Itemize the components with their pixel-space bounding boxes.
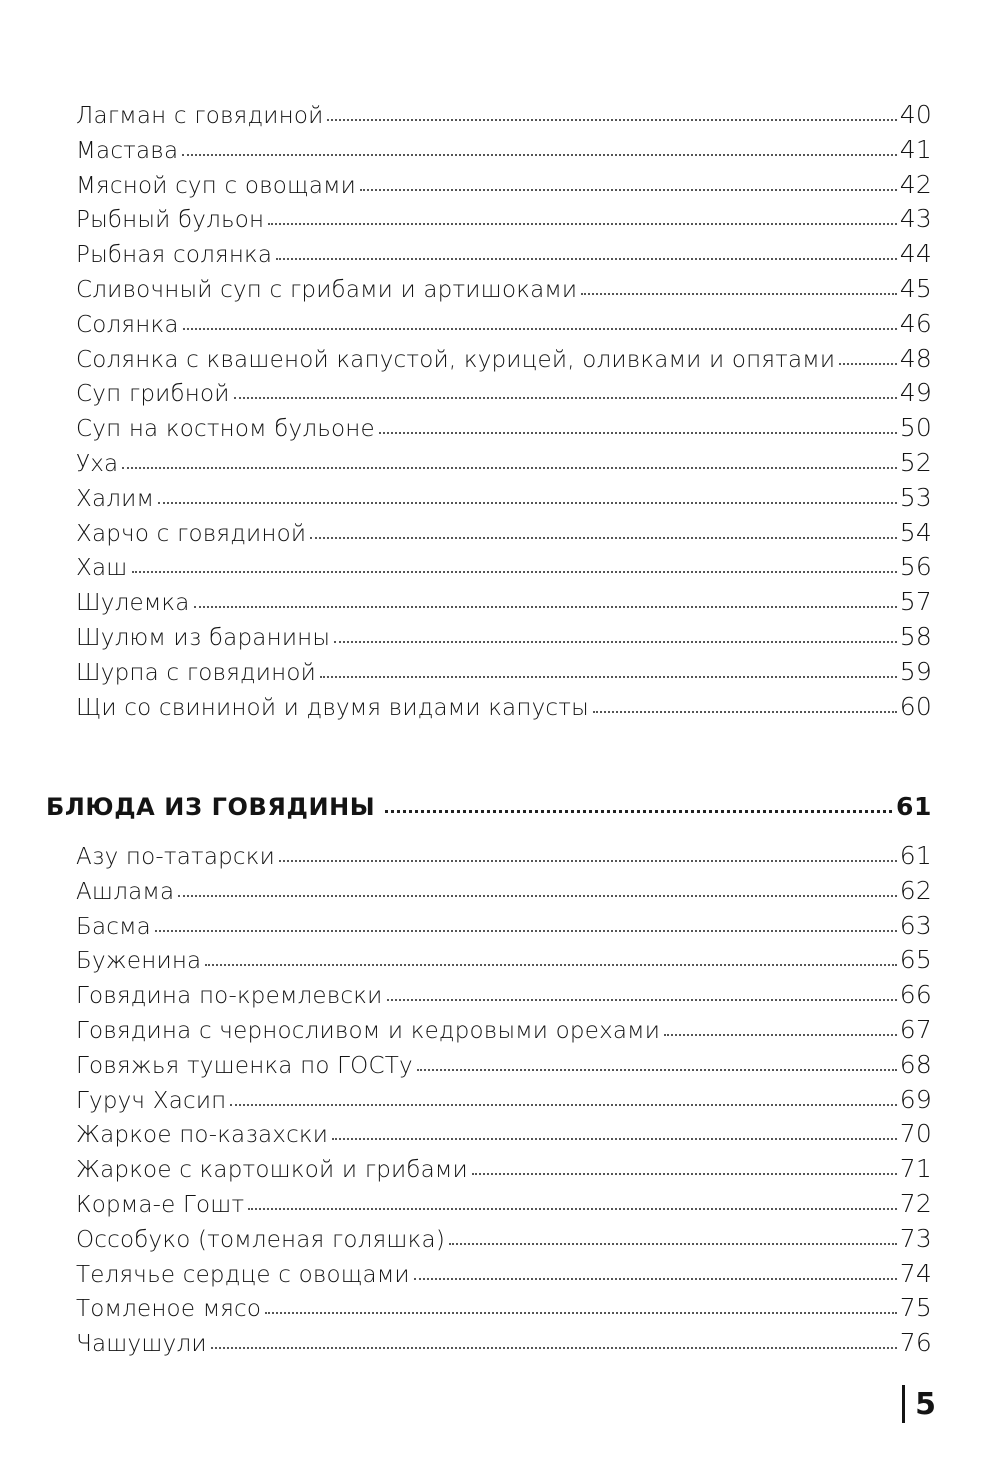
toc-list-beef [76, 841, 932, 1363]
toc-entry[interactable] [76, 518, 932, 553]
dot-leader [664, 1034, 897, 1036]
toc-entry-page: 60 [899, 691, 932, 721]
dot-leader [183, 328, 897, 330]
toc-entry-title: Мастава [76, 137, 179, 164]
toc-entry-title: Рыбный бульон [76, 207, 265, 234]
dot-leader [379, 432, 897, 434]
toc-entry-title: Шулюм из баранины [76, 624, 331, 651]
toc-entry[interactable] [76, 378, 932, 413]
toc-entry[interactable] [76, 1119, 932, 1154]
toc-entry[interactable] [76, 483, 932, 518]
dot-leader [310, 537, 897, 539]
toc-entry-page: 75 [899, 1293, 932, 1323]
toc-entry-page: 74 [899, 1258, 932, 1288]
toc-entry-page: 61 [899, 841, 932, 870]
toc-entry[interactable] [76, 344, 932, 379]
toc-entry-page: 57 [899, 587, 932, 617]
dot-leader [581, 293, 897, 295]
dot-leader [472, 1173, 897, 1175]
toc-entry-title: Говяжья тушенка по ГОСТу [76, 1052, 413, 1079]
toc-entry-title: Буженина [76, 948, 202, 975]
toc-entry-title: Сливочный суп с грибами и артишоками [76, 276, 578, 303]
dot-leader [276, 258, 897, 260]
toc-entry[interactable] [76, 1015, 932, 1050]
toc-entry[interactable] [76, 552, 932, 587]
toc-entry[interactable] [76, 622, 932, 657]
toc-entry-title: Жаркое по-казахски [76, 1122, 329, 1149]
dot-leader [155, 930, 897, 932]
dot-leader [332, 1138, 897, 1140]
section-title: БЛЮДА ИЗ ГОВЯДИНЫ [46, 793, 376, 821]
toc-entry-title: Уха [76, 450, 119, 477]
toc-entry-page: 56 [899, 552, 932, 582]
toc-entry-title: Шулемка [76, 590, 190, 617]
toc-entry[interactable] [76, 876, 932, 911]
toc-entry-title: Ашлама [76, 878, 175, 905]
page-folio [902, 1384, 936, 1424]
toc-entry[interactable] [76, 100, 932, 135]
dot-leader [334, 641, 897, 643]
dot-leader [279, 860, 897, 862]
dot-leader [839, 363, 897, 365]
toc-entry[interactable] [76, 135, 932, 170]
toc-entry[interactable] [76, 1224, 932, 1259]
toc-entry-title: Оссобуко (томленая голяшка) [76, 1226, 445, 1253]
toc-entry-title: Корма-е Гошт [76, 1191, 245, 1218]
toc-entry-title: Томленое мясо [76, 1296, 262, 1323]
toc-entry-page: 58 [899, 621, 932, 651]
toc-entry-title: Суп грибной [76, 381, 230, 408]
toc-entry-page: 71 [899, 1154, 932, 1184]
toc-entry-page: 53 [899, 482, 932, 512]
toc-entry-page: 42 [899, 169, 932, 199]
toc-entry[interactable] [76, 657, 932, 692]
toc-entry-page: 66 [899, 980, 932, 1010]
toc-entry[interactable] [76, 413, 932, 448]
dot-leader [122, 467, 896, 469]
dot-leader [320, 676, 897, 678]
toc-entry-title: Лагман с говядиной [76, 103, 324, 129]
toc-entry-title: Рыбная солянка [76, 242, 273, 269]
toc-entry[interactable] [76, 911, 932, 946]
dot-leader [248, 1208, 896, 1210]
toc-entry-page: 50 [899, 413, 932, 443]
toc-entry[interactable] [76, 1085, 932, 1120]
dot-leader [182, 154, 897, 156]
toc-entry-page: 44 [899, 239, 932, 269]
toc-entry-page: 41 [899, 134, 932, 164]
dot-leader [178, 895, 897, 897]
toc-entry[interactable] [76, 1328, 932, 1363]
dot-leader [211, 1347, 897, 1349]
toc-entry[interactable] [76, 841, 932, 876]
toc-entry-title: Халим [76, 485, 155, 512]
toc-entry-title: Мясной суп с овощами [76, 172, 357, 199]
toc-entry[interactable] [76, 204, 932, 239]
folio-divider [902, 1385, 905, 1423]
dot-leader [265, 1312, 897, 1314]
toc-entry[interactable] [76, 170, 932, 205]
dot-leader [417, 1069, 897, 1071]
dot-leader [230, 1104, 896, 1106]
toc-list-soups [76, 100, 932, 726]
toc-entry-title: Солянка [76, 311, 179, 338]
toc-entry[interactable] [76, 945, 932, 980]
toc-entry-page: 67 [899, 1014, 932, 1044]
section-page: 61 [896, 792, 932, 821]
toc-entry[interactable] [76, 239, 932, 274]
toc-entry-title: Азу по-татарски [76, 844, 275, 870]
toc-entry[interactable] [76, 1293, 932, 1328]
dot-leader [449, 1243, 897, 1245]
toc-entry-title: Жаркое с картошкой и грибами [76, 1157, 468, 1184]
toc-entry-page: 43 [899, 204, 932, 234]
toc-entry-title: Гуруч Хасип [76, 1087, 227, 1114]
dot-leader [593, 711, 897, 713]
dot-leader [414, 1278, 897, 1280]
toc-entry-title: Басма [76, 913, 151, 940]
toc-entry-page: 59 [899, 656, 932, 686]
toc-entry-page: 63 [899, 910, 932, 940]
dot-leader [327, 119, 896, 121]
dot-leader [158, 502, 897, 504]
toc-entry-page: 65 [899, 945, 932, 975]
toc-entry-page: 72 [899, 1188, 932, 1218]
dot-leader [205, 964, 896, 966]
toc-entry-title: Суп на костном бульоне [76, 416, 375, 443]
toc-entry-title: Телячье сердце с овощами [76, 1261, 410, 1288]
dot-leader [194, 606, 897, 608]
toc-entry[interactable] [76, 692, 932, 727]
dot-leader [132, 571, 897, 573]
toc-entry[interactable] [76, 448, 932, 483]
toc-entry-page: 46 [899, 308, 932, 338]
toc-entry-page: 52 [899, 447, 932, 477]
dot-leader [234, 397, 897, 399]
toc-entry[interactable] [76, 1154, 932, 1189]
toc-entry-page: 70 [899, 1119, 932, 1149]
toc-entry-page: 54 [899, 517, 932, 547]
toc-entry-title: Говядина по-кремлевски [76, 983, 383, 1010]
toc-entry-title: Харчо с говядиной [76, 520, 307, 547]
page-number: 5 [915, 1386, 936, 1422]
toc-entry-page: 40 [899, 100, 932, 129]
toc-entry-page: 45 [899, 273, 932, 303]
toc-entry-page: 73 [899, 1223, 932, 1253]
toc-entry-title: Шурпа с говядиной [76, 659, 317, 686]
toc-entry-title: Солянка с квашеной капустой, курицей, оливками и опятами [76, 346, 836, 373]
toc-entry-page: 76 [899, 1328, 932, 1358]
toc-entry[interactable] [76, 274, 932, 309]
toc-entry-title: Щи со свининой и двумя видами капусты [76, 694, 589, 721]
dot-leader [360, 189, 897, 191]
toc-section-heading [46, 792, 932, 832]
toc-entry[interactable] [76, 1259, 932, 1294]
toc-entry-page: 69 [899, 1084, 932, 1114]
dot-leader [387, 999, 897, 1001]
dot-leader [268, 223, 896, 225]
toc-entry[interactable] [76, 309, 932, 344]
toc-entry-page: 48 [899, 343, 932, 373]
toc-entry-title: Говядина с черносливом и кедровыми орехами [76, 1017, 661, 1044]
toc-section-entry[interactable] [46, 792, 932, 832]
dot-leader [385, 810, 892, 813]
toc-entry-page: 62 [899, 875, 932, 905]
toc-entry[interactable] [76, 1050, 932, 1085]
toc-entry[interactable] [76, 980, 932, 1015]
toc-entry-page: 49 [899, 378, 932, 408]
toc-entry[interactable] [76, 587, 932, 622]
toc-entry-page: 68 [899, 1049, 932, 1079]
toc-entry[interactable] [76, 1189, 932, 1224]
toc-entry-title: Чашушули [76, 1331, 207, 1358]
toc-entry-title: Хаш [76, 555, 128, 582]
